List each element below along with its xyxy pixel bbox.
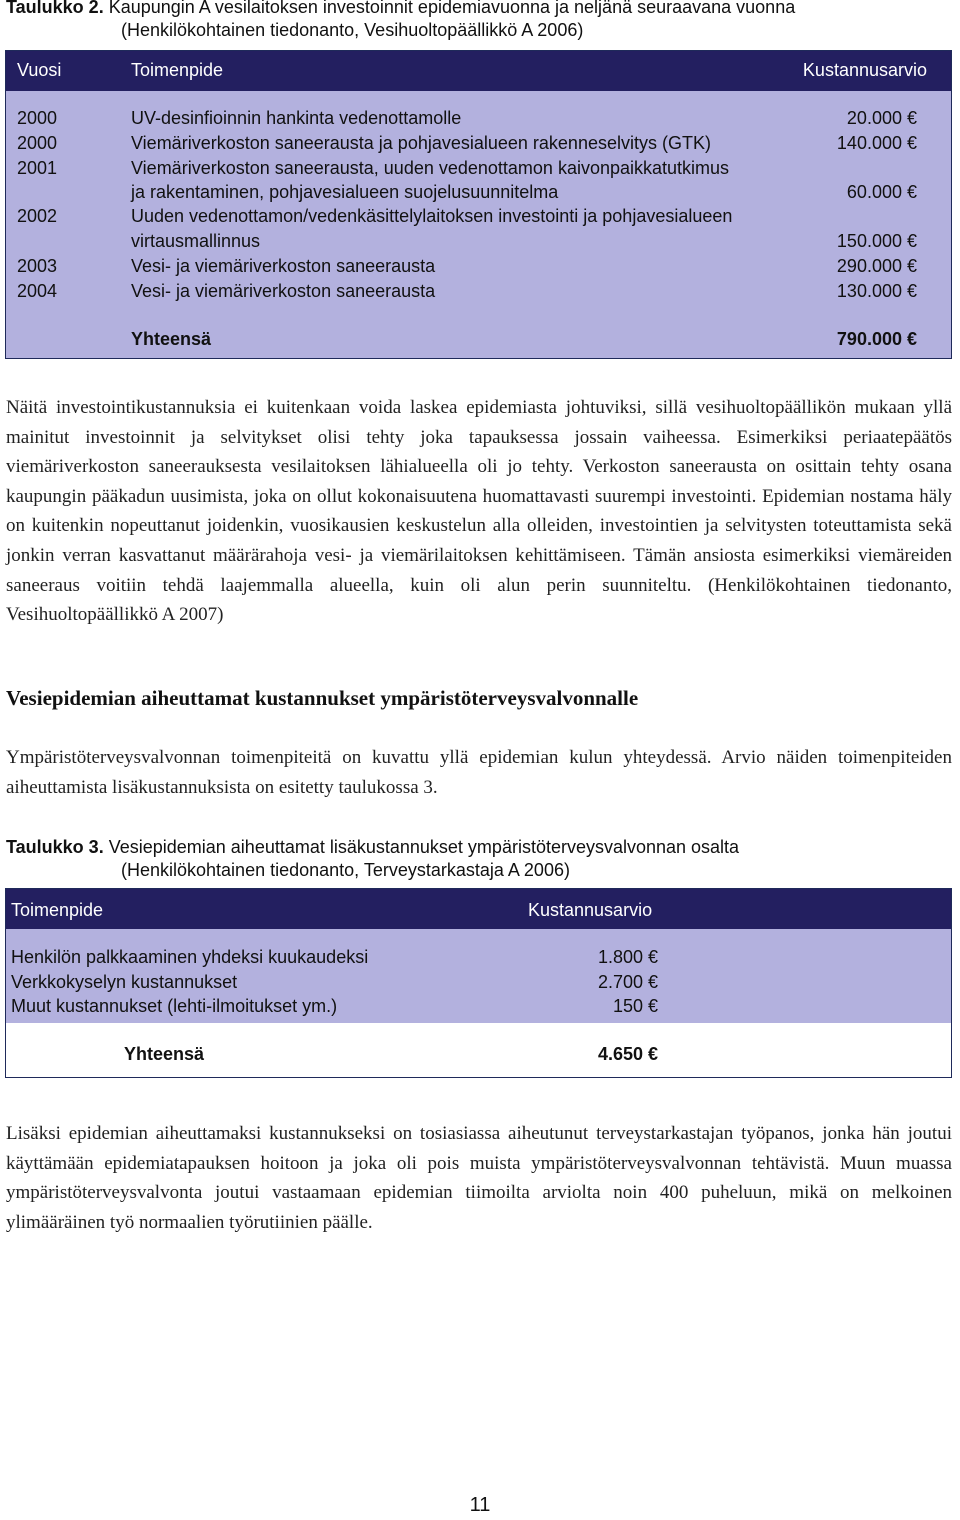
total-label: Yhteensä <box>124 1044 205 1064</box>
row-description: Vesi- ja viemäriverkoston saneerausta <box>131 281 436 301</box>
table1-caption-label: Taulukko 2. <box>6 0 104 17</box>
row-description: Henkilön palkkaaminen yhdeksi kuukaudeksi <box>11 947 369 967</box>
header-action: Toimenpide <box>131 60 224 80</box>
header-action: Toimenpide <box>11 900 104 920</box>
header-cost: Kustannusarvio <box>802 60 927 80</box>
row-description: UV-desinfioinnin hankinta vedenottamolle <box>131 108 462 128</box>
body-paragraph: Lisäksi epidemian aiheuttamaksi kustannukseksi on tosiasiassa aiheutunut terveystarkastajan työpanos, jonka hän joutui käyttämään epidemiatapauksen hoitoon ja joka oli pois muista ympäristöterveysvalvonnan tehtävistä. Muun muassa ympäristöterveysvalvonta joutui vastaamaan epidemian tiimoilta arviolta noin 400 puheluun, mikä on melkoinen ylimääräinen työ normaalien työrutiinien päälle. <box>6 1123 952 1233</box>
row-year: 2000 <box>17 108 58 128</box>
row-description: Uuden vedenottamon/vedenkäsittelylaitoksen investointi ja pohjavesialueen <box>131 206 733 226</box>
total-amount: 790.000 € <box>836 329 917 349</box>
section-heading: Vesiepidemian aiheuttamat kustannukset ympäristöterveysvalvonnalle <box>6 686 639 710</box>
row-year: 2000 <box>17 133 58 153</box>
row-year: 2001 <box>17 158 58 178</box>
table1-caption <box>6 0 795 42</box>
row-year: 2003 <box>17 256 58 276</box>
row-description: Viemäriverkoston saneerausta ja pohjavesialueen rakenneselvitys (GTK) <box>131 133 711 153</box>
row-description: Muut kustannukset (lehti-ilmoitukset ym.) <box>11 996 338 1016</box>
row-description: ja rakentaminen, pohjavesialueen suojelusuunnitelma <box>131 182 559 202</box>
row-description: Vesi- ja viemäriverkoston saneerausta <box>131 256 436 276</box>
row-description: virtausmallinnus <box>131 231 261 251</box>
row-amount: 20.000 € <box>846 108 917 128</box>
row-amount: 1.800 € <box>597 947 658 967</box>
row-amount: 60.000 € <box>846 182 917 202</box>
row-year: 2002 <box>17 206 58 226</box>
row-amount: 140.000 € <box>836 133 917 153</box>
costs-table <box>5 888 952 1078</box>
total-amount: 4.650 € <box>597 1044 658 1064</box>
row-amount: 290.000 € <box>836 256 917 276</box>
table1-caption-title: Kaupungin A vesilaitoksen investoinnit epidemiavuonna ja neljänä seuraavana vuonna <box>108 0 796 17</box>
row-amount: 150 € <box>612 996 658 1016</box>
row-year: 2004 <box>17 281 58 301</box>
costs-table-header <box>6 889 951 929</box>
investment-table <box>5 50 952 359</box>
table1-caption-source: (Henkilökohtainen tiedonanto, Vesihuoltopäällikkö A 2006) <box>121 20 584 40</box>
table2-caption-label: Taulukko 3. <box>6 837 104 857</box>
table2-caption-source: (Henkilökohtainen tiedonanto, Terveystarkastaja A 2006) <box>121 860 570 880</box>
page-number: 11 <box>469 1494 491 1516</box>
table2-caption-title: Vesiepidemian aiheuttamat lisäkustannukset ympäristöterveysvalvonnan osalta <box>108 837 740 857</box>
row-description: Verkkokyselyn kustannukset <box>11 972 238 992</box>
row-amount: 130.000 € <box>836 281 917 301</box>
header-cost: Kustannusarvio <box>528 900 653 920</box>
table2-caption <box>6 836 739 882</box>
row-amount: 2.700 € <box>597 972 658 992</box>
body-paragraph: Näitä investointikustannuksia ei kuitenkaan voida laskea epidemiasta johtuviksi, sillä vesihuoltopäällikön mukaan yllä mainitut investoinnit ja selvitykset olisi tehty joka tapauksessa jossain vaiheessa. Esimerkiksi periaatepäätös viemäriverkoston saneerauksesta vesilaitoksen lähialueella oli jo tehty. Verkoston saneerausta on osittain tehty osana kaupungin pääkadun uusimista, joka on ollut kokonaisuutena huomattavasti suurempi investointi. Epidemian nostama häly on kuitenkin nopeuttanut joidenkin, vuosikausien keskustelun alla olleiden, investointien ja selvitysten toteuttamista sekä jonkin verran kasvattanut määrärahoja vesi- ja viemärilaitoksen kehittämiseen. Tämän ansiosta esimerkiksi viemäreiden saneeraus voitiin tehdä laajemmalla alueella, kuin oli alun perin suunniteltu. (Henkilökohtainen tiedonanto, Vesihuoltopäällikkö A 2007) <box>6 397 952 626</box>
row-description: Viemäriverkoston saneerausta, uuden vedenottamon kaivonpaikkatutkimus <box>131 158 730 178</box>
row-amount: 150.000 € <box>836 231 917 251</box>
total-label: Yhteensä <box>131 329 212 349</box>
body-paragraph: Ympäristöterveysvalvonnan toimenpiteitä on kuvattu yllä epidemian kulun yhteydessä. Arvio näiden toimenpiteiden aiheuttamista lisäkustannuksista on esitetty taulukossa 3. <box>6 747 952 798</box>
investment-table-header <box>6 51 951 91</box>
header-year: Vuosi <box>17 60 62 80</box>
